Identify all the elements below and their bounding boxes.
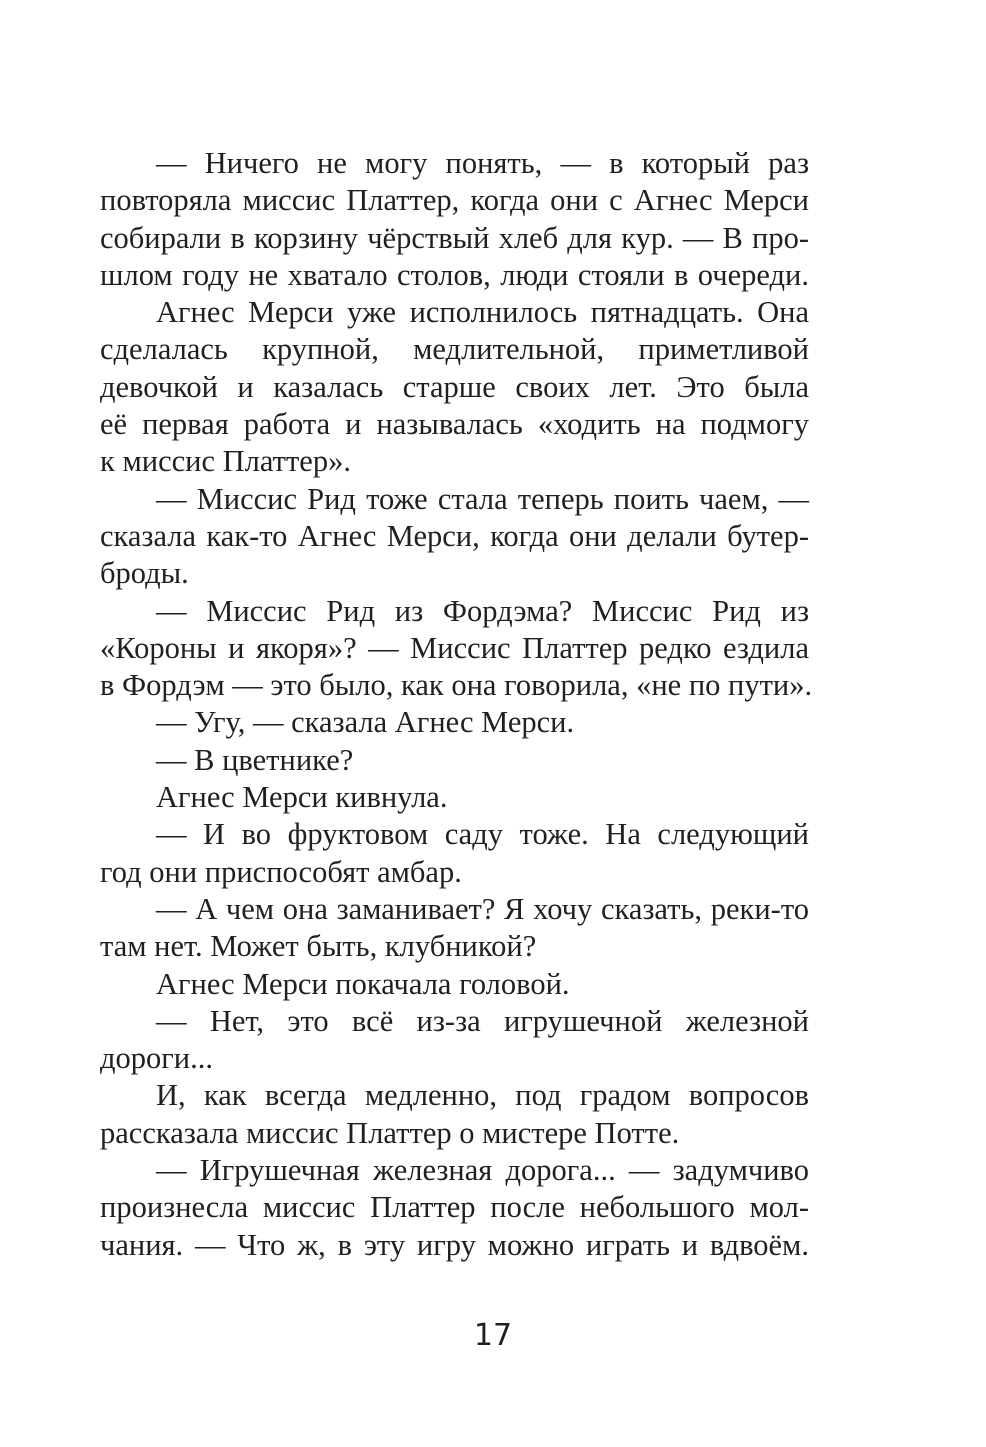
paragraph [100,966,809,1003]
text-line: там нет. Может быть, клубникой? [100,929,537,964]
text-line: — Миссис Рид из Фордэма? Миссис Рид из [156,593,809,628]
text-line: Агнес Мерси уже исполнилось пятнадцать. Она [156,295,809,330]
text-line: броды. [100,556,189,591]
paragraph [100,891,809,966]
text-line: сделалась крупной, медлительной, приметливой [100,332,809,367]
paragraph [100,1152,809,1264]
paragraph [100,1003,809,1078]
text-line: произнесла миссис Платтер после небольшого мол- [100,1190,809,1225]
text-line: — Миссис Рид тоже стала теперь поить чаем, — [156,481,809,516]
text-line: — Ничего не могу понять, — в который раз [156,146,809,180]
text-line: Агнес Мерси покачала головой. [156,966,570,1001]
paragraph [100,481,809,593]
text-line: — В цветнике? [156,742,354,777]
text-line: девочкой и казалась старше своих лет. Это была [100,369,809,404]
paragraph [100,593,813,705]
text-line: повторяла миссис Платтер, когда они с Агнес Мерси [100,183,809,218]
body-text [100,145,813,1264]
text-line: «Короны и якоря»? — Миссис Платтер редко ездила [100,630,809,665]
text-line: в Фордэм — это было, как она говорила, «не по пути». [100,668,813,703]
paragraph [100,294,809,480]
text-line: шлом году не хватало столов, люди стояли в очереди. [100,257,809,292]
paragraph [100,742,809,779]
text-line: рассказала миссис Платтер о мистере Потте. [100,1115,680,1150]
paragraph [100,145,809,294]
paragraph [100,779,809,816]
text-line: И, как всегда медленно, под градом вопросов [156,1078,809,1113]
text-line: чания. — Что ж, в эту игру можно играть и вдвоём. [100,1227,809,1262]
paragraph [100,704,809,741]
text-line: Агнес Мерси кивнула. [156,780,448,815]
text-line: — Нет, это всё из-за игрушечной железной [156,1003,809,1038]
text-line: её первая работа и называлась «ходить на подмогу [100,407,809,442]
text-line: — И во фруктовом саду тоже. На следующий [156,817,809,852]
page-number: 17 [473,1318,513,1353]
text-line: к миссис Платтер». [100,444,351,479]
text-line: дороги... [100,1041,213,1076]
paragraph [100,816,809,891]
paragraph [100,1077,809,1152]
text-line: сказала как-то Агнес Мерси, когда они делали бутер- [100,518,809,553]
text-line: — А чем она заманивает? Я хочу сказать, реки-то [156,891,809,926]
text-line: — Угу, — сказала Агнес Мерси. [156,705,575,740]
text-line: собирали в корзину чёрствый хлеб для кур. — В про- [100,220,809,255]
text-line: год они приспособят амбар. [100,854,462,889]
text-line: — Игрушечная железная дорога... — задумчиво [156,1153,809,1188]
